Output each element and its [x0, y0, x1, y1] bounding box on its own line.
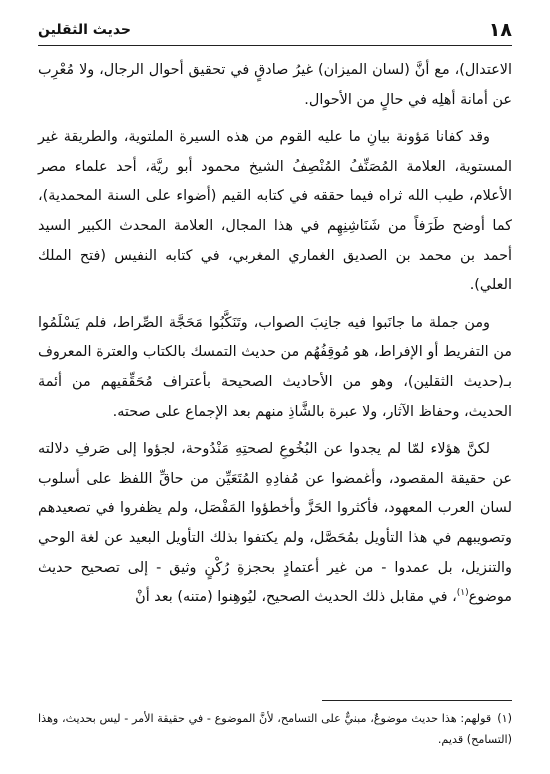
footnote — [38, 708, 512, 750]
footnote-text: قولهم: هذا حديث موضوعٌ، مبنيٌّ على التسامح، لأنَّ الموضوع - في حقيقة الأمر - ليس بحديث، وهذا (التسامح) قديم. — [38, 712, 512, 746]
running-title: حديث الثقلين — [38, 22, 132, 38]
paragraph: ومن جملة ما جانَبوا فيه جانِبَ الصواب، وتَنَكَّبُوا مَحَجَّة الصِّراط، فلم يَسْلَمُوا من التفريط أو الإفراط، هو مُوقِفُهُم من حديث التمسك بالكتاب والعترة المعروف بـ(حديث الثقلين)، وهو من الأحاديث الصحيحة بأعتراف مُحَقِّقيهم من أئمة الحديث، وحفاظ الآثار، ولا عبرة بالشَّاذِ منهم بعد الإجماع على صحته. — [38, 314, 512, 420]
paragraph: وقد كفانا مَؤونة بيانِ ما عليه القوم من هذه السيرة الملتوية، والطريقة غير المستوية، العلامة المُصَنِّفُ المُنْصِفُ الشيخ محمود أبو ريَّة، أحد علماء مصر الأعلام، طيب الله ثراه فيما حققه في كتابه القيم (أضواء على السنة المحمدية)، كما أوضح طَرَفاً من شَنَاشِنِهِم في هذا المجال، العلامة المحدث الكبير السيد أحمد بن محمد بن الصديق الغماري المغربي، في كتابه النفيس (فتح الملك العلي). — [38, 129, 512, 294]
paragraph-text: لكنَّ هؤلاء لمّا لم يجدوا عن البُخُوعِ لصحتِهِ مَنْدُوحة، لجؤوا إلى صَرفِ دلالته عن حقيقة المقصود، وأغمضوا عن مُفادِهِ المُتَعَيِّن من حاقِّ اللفظ على أسلوب لسان العرب المعهود، فأكثروا الحَزَّ وأخطؤوا المَفْصَل، ولم يظفروا في تصعيدهم وتصويبهم في هذا التأويل بمُحَصَّل، ولم يكتفوا بذلك التأويل البعيد عن لغة الوحي والتنزيل، بل عمدوا - من غير أعتمادٍ بحجزةِ رُكْنٍ وثيق - إلى تصحيح حديث موضوع — [38, 441, 512, 606]
paragraph-text: ، في مقابل ذلك الحديث الصحيح، ليُوهِنوا (متنه) بعد أنْ — [135, 589, 457, 606]
paragraph — [38, 435, 512, 613]
header-divider — [38, 45, 512, 46]
page-header — [38, 14, 512, 42]
body-text — [38, 56, 512, 621]
paragraph: الاعتدال)، مع أنَّ (لسان الميزان) غيرُ صادقٍ في تحقيق أحوال الرجال، ولا مُعْرِب عن أمانة أهلِه في حالٍ من الأحوال. — [38, 62, 512, 108]
footnote-divider — [322, 700, 512, 701]
footnote-number: (١) — [497, 712, 512, 725]
footnote-reference: (١) — [456, 588, 469, 599]
page-number: ١٨ — [488, 19, 512, 41]
